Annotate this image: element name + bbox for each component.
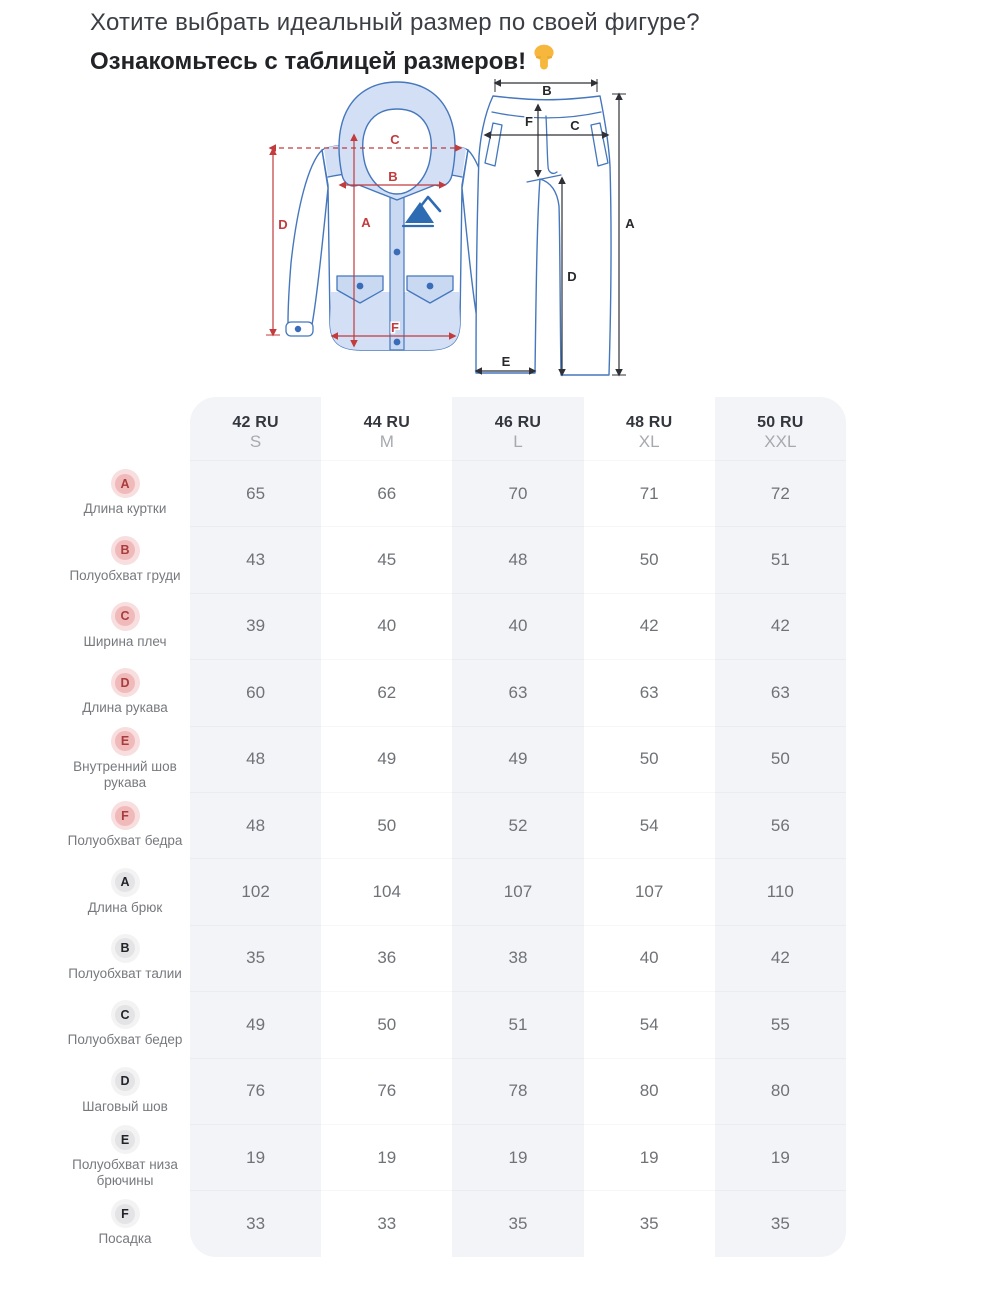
size-value-cell: 40 [584, 925, 715, 991]
measure-row-label-jacket-b [60, 526, 190, 592]
size-ru-label: 48 RU [625, 413, 673, 431]
size-international-label: XXL [764, 431, 797, 451]
page-title [90, 4, 700, 82]
measure-row-label-pants-b [60, 925, 190, 991]
measure-label-text: Длина куртки [83, 501, 167, 517]
pants-letter-badge [111, 1000, 140, 1029]
size-value-cell: 65 [190, 460, 321, 526]
measure-row-label-pants-f [60, 1190, 190, 1256]
size-value-cell: 42 [584, 593, 715, 659]
size-column-header [190, 397, 321, 460]
size-value-cell: 35 [584, 1190, 715, 1256]
measurement-diagram [245, 76, 645, 406]
size-table [60, 397, 846, 1257]
pants-drawing [476, 96, 611, 375]
size-international-label: XL [638, 431, 660, 451]
size-column-header [584, 397, 715, 460]
measure-label-text: Полуобхват низа брючины [72, 1157, 178, 1189]
pants-measure-e: E [501, 354, 511, 369]
size-value-cell: 19 [584, 1124, 715, 1190]
size-column-s [190, 397, 321, 1257]
size-value-cell: 43 [190, 526, 321, 592]
pants-letter-badge [111, 868, 140, 897]
badge-letter: A [115, 872, 135, 892]
measure-label-text: Полуобхват груди [69, 567, 181, 583]
jacket-letter-badge [111, 602, 140, 631]
size-value-cell: 33 [190, 1190, 321, 1256]
size-column-l [452, 397, 583, 1257]
jacket-drawing [286, 82, 504, 350]
size-value-cell: 56 [715, 792, 846, 858]
pants-measure-d: D [567, 269, 577, 284]
measure-label-text: Шаговый шов [82, 1098, 168, 1114]
size-column-header [321, 397, 452, 460]
size-value-cell: 35 [715, 1190, 846, 1256]
size-value-cell: 38 [452, 925, 583, 991]
size-column-m [321, 397, 452, 1257]
measure-label-text: Посадка [98, 1231, 152, 1247]
pants-measure-a: A [625, 216, 635, 231]
size-value-cell: 78 [452, 1058, 583, 1124]
size-value-cell: 110 [715, 858, 846, 924]
size-value-cell: 54 [584, 792, 715, 858]
size-value-cell: 70 [452, 460, 583, 526]
size-value-cell: 40 [321, 593, 452, 659]
size-value-cell: 50 [321, 991, 452, 1057]
badge-letter: D [115, 1071, 135, 1091]
jacket-measure-a: A [361, 215, 371, 230]
pants-letter-badge [111, 1199, 140, 1228]
measure-row-label-jacket-c [60, 593, 190, 659]
size-value-cell: 60 [190, 659, 321, 725]
size-value-cell: 49 [321, 726, 452, 792]
size-value-cell: 35 [452, 1190, 583, 1256]
size-column-header [452, 397, 583, 460]
measure-label-text: Полуобхват бедра [67, 833, 183, 849]
measure-row-label-pants-d [60, 1058, 190, 1124]
measure-row-label-pants-c [60, 991, 190, 1057]
size-value-cell: 104 [321, 858, 452, 924]
measure-label-text: Длина рукава [82, 700, 168, 716]
badge-letter: A [115, 474, 135, 494]
size-value-cell: 71 [584, 460, 715, 526]
pants-letter-badge [111, 934, 140, 963]
size-value-cell: 76 [190, 1058, 321, 1124]
measure-label-column [60, 397, 190, 1257]
size-value-cell: 55 [715, 991, 846, 1057]
size-value-cell: 42 [715, 593, 846, 659]
title-cta-text: Ознакомьтесь с таблицей размеров! [90, 48, 527, 75]
size-value-cell: 63 [715, 659, 846, 725]
size-value-cell: 39 [190, 593, 321, 659]
size-value-cell: 107 [584, 858, 715, 924]
size-column-header [715, 397, 846, 460]
size-value-cell: 72 [715, 460, 846, 526]
size-value-cell: 48 [190, 792, 321, 858]
size-ru-label: 46 RU [494, 413, 542, 431]
size-value-cell: 63 [584, 659, 715, 725]
size-value-cell: 36 [321, 925, 452, 991]
size-column-xxl [715, 397, 846, 1257]
badge-letter: B [115, 540, 135, 560]
jacket-measure-f: F [391, 320, 399, 335]
measure-row-label-jacket-a [60, 460, 190, 526]
size-value-cell: 19 [190, 1124, 321, 1190]
size-value-cell: 107 [452, 858, 583, 924]
size-value-cell: 80 [715, 1058, 846, 1124]
size-international-label: M [379, 431, 394, 451]
measure-row-label-jacket-f [60, 792, 190, 858]
badge-letter: C [115, 1005, 135, 1025]
size-ru-label: 50 RU [757, 413, 804, 431]
label-column-header-spacer [60, 397, 190, 460]
jacket-letter-badge [111, 727, 140, 756]
size-value-cell: 62 [321, 659, 452, 725]
size-value-cell: 33 [321, 1190, 452, 1256]
size-value-cell: 40 [452, 593, 583, 659]
size-international-label: S [249, 431, 262, 451]
size-value-cell: 63 [452, 659, 583, 725]
badge-letter: E [115, 731, 135, 751]
measure-label-text: Полуобхват талии [68, 965, 182, 981]
pants-measure-c: C [570, 118, 580, 133]
size-value-cell: 42 [715, 925, 846, 991]
size-ru-label: 44 RU [363, 413, 410, 431]
badge-letter: E [115, 1130, 135, 1150]
pants-letter-badge [111, 1125, 140, 1154]
jacket-measure-d: D [278, 217, 288, 232]
size-value-cell: 49 [452, 726, 583, 792]
size-value-cell: 80 [584, 1058, 715, 1124]
jacket-letter-badge [111, 668, 140, 697]
measure-row-label-pants-e [60, 1124, 190, 1190]
size-value-cell: 19 [321, 1124, 452, 1190]
size-value-cell: 48 [452, 526, 583, 592]
pants-measure-f: F [525, 114, 533, 129]
size-value-cell: 45 [321, 526, 452, 592]
size-value-cell: 35 [190, 925, 321, 991]
size-value-cell: 50 [584, 526, 715, 592]
badge-letter: D [115, 673, 135, 693]
size-value-cell: 52 [452, 792, 583, 858]
jacket-letter-badge [111, 469, 140, 498]
measure-label-text: Ширина плеч [83, 633, 167, 649]
measure-label-text: Длина брюк [87, 899, 163, 915]
measure-row-label-jacket-d [60, 659, 190, 725]
jacket-letter-badge [111, 801, 140, 830]
jacket-letter-badge [111, 536, 140, 565]
title-question: Хотите выбрать идеальный размер по своей фигуре? [90, 9, 700, 36]
badge-letter: B [115, 938, 135, 958]
size-value-cell: 19 [715, 1124, 846, 1190]
pants-letter-badge [111, 1067, 140, 1096]
size-value-cell: 19 [452, 1124, 583, 1190]
badge-letter: F [115, 806, 135, 826]
size-value-cell: 76 [321, 1058, 452, 1124]
size-value-cell: 54 [584, 991, 715, 1057]
size-value-cell: 51 [452, 991, 583, 1057]
measure-label-text: Внутренний шов рукава [73, 758, 177, 790]
pants-measure-b: B [542, 83, 552, 98]
badge-letter: F [115, 1204, 135, 1224]
size-value-cell: 49 [190, 991, 321, 1057]
measure-row-label-pants-a [60, 858, 190, 924]
size-value-cell: 50 [584, 726, 715, 792]
jacket-measure-c: C [390, 132, 400, 147]
badge-letter: C [115, 606, 135, 626]
size-value-cell: 66 [321, 460, 452, 526]
measure-row-label-jacket-e [60, 726, 190, 792]
size-value-cell: 51 [715, 526, 846, 592]
size-value-cell: 50 [321, 792, 452, 858]
size-value-cell: 50 [715, 726, 846, 792]
measure-label-text: Полуобхват бедер [67, 1032, 183, 1048]
size-column-xl [584, 397, 715, 1257]
size-ru-label: 42 RU [232, 413, 279, 431]
size-value-cell: 102 [190, 858, 321, 924]
size-international-label: L [513, 431, 523, 451]
jacket-measure-b: B [388, 169, 398, 184]
size-value-cell: 48 [190, 726, 321, 792]
